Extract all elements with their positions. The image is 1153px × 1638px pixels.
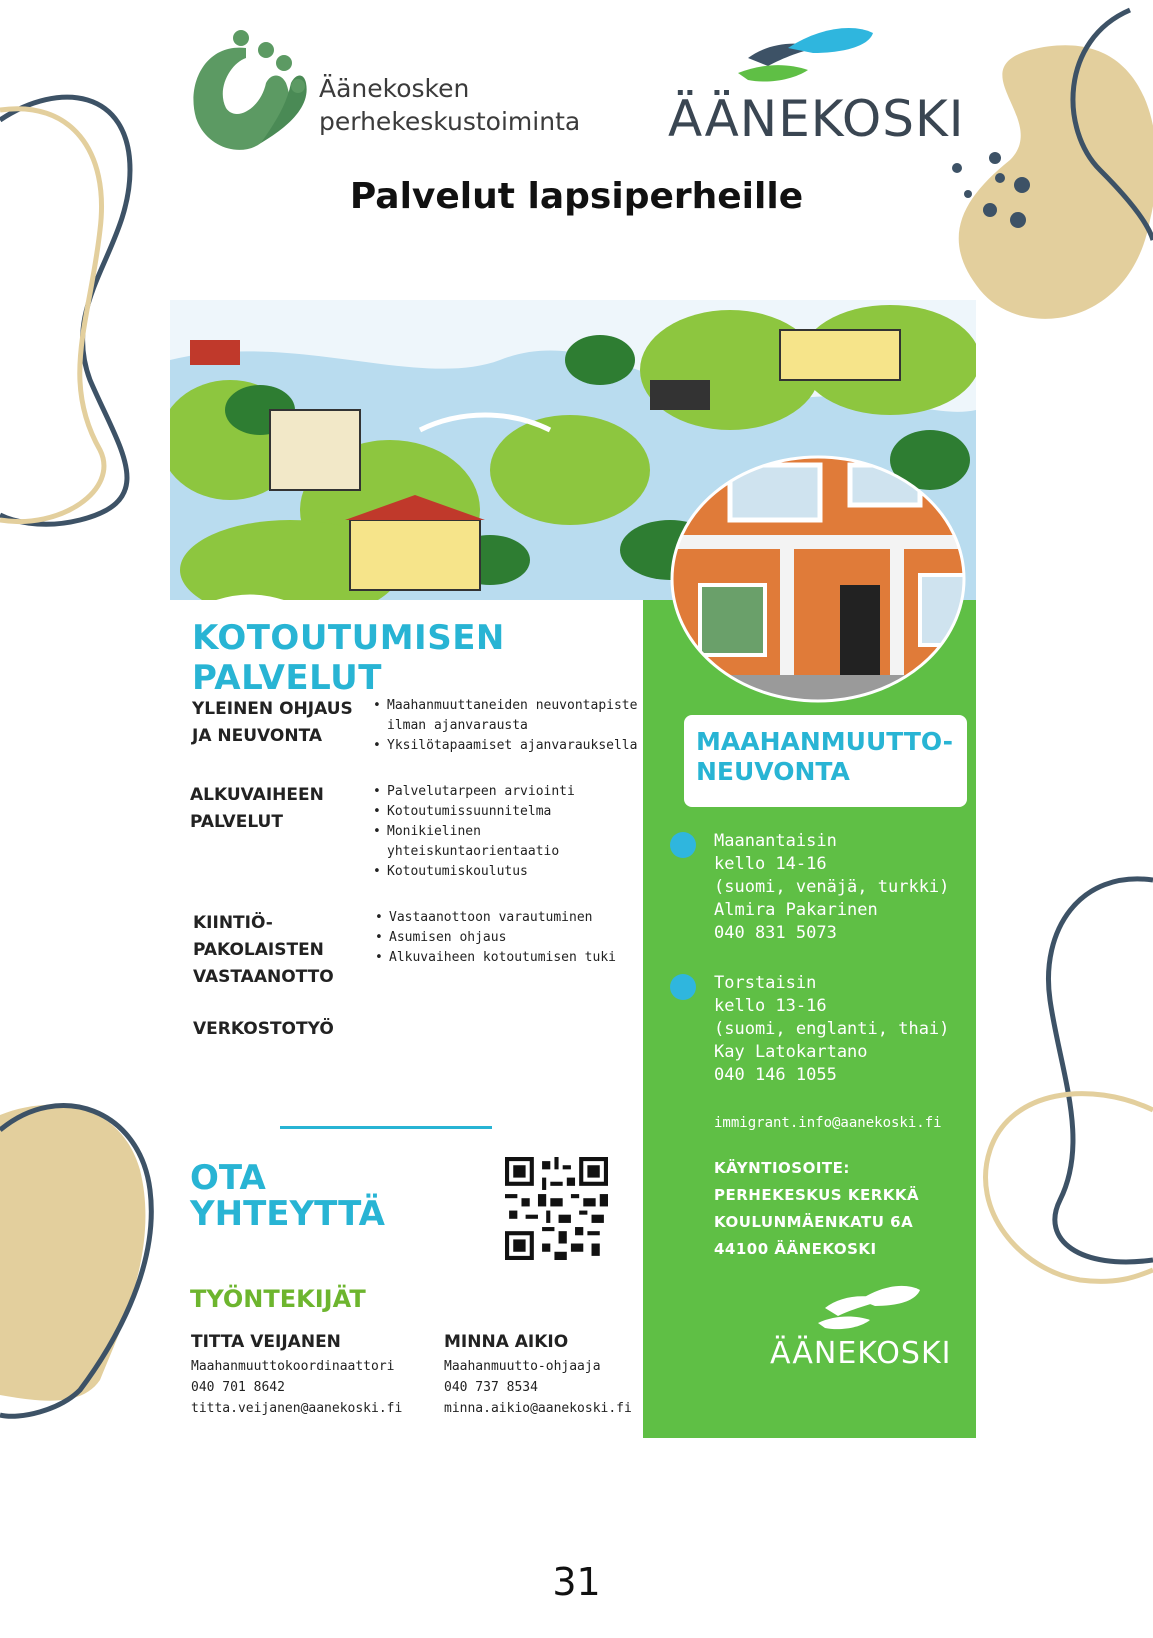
- logo-line-1: Äänekosken: [319, 74, 470, 103]
- employee-phone[interactable]: 040 701 8642: [191, 1380, 285, 1395]
- category-label-quota-refugees: [193, 910, 334, 991]
- employee-role: Maahanmuuttokoordinaattori: [191, 1359, 395, 1374]
- category-items-quota-refugees: [375, 908, 643, 968]
- service-item: • Monikielinen yhteiskuntaorientaatio: [373, 822, 613, 862]
- logo-line-2: perhekeskustoiminta: [319, 107, 581, 136]
- qr-code[interactable]: [505, 1157, 608, 1260]
- employee-email[interactable]: minna.aikio@aanekoski.fi: [444, 1401, 632, 1416]
- service-item: • Maahanmuuttaneiden neuvontapiste ilman ajanvarausta: [373, 696, 643, 736]
- aanekoski-swoosh-white-icon: [770, 1278, 960, 1333]
- schedule-line: (suomi, venäjä, turkki): [714, 877, 950, 897]
- address-line: KÄYNTIOSOITE:: [714, 1159, 850, 1177]
- advice-heading-line-1: MAAHANMUUTTO-: [696, 727, 954, 756]
- advice-heading-line-2: NEUVONTA: [696, 757, 850, 786]
- address-line: PERHEKESKUS KERKKÄ: [714, 1186, 920, 1204]
- employee-details: [444, 1356, 632, 1419]
- contact-heading-line-1: OTA: [190, 1158, 266, 1198]
- service-item: • Palvelutarpeen arviointi: [373, 782, 613, 802]
- schedule-phone[interactable]: 040 146 1055: [714, 1065, 837, 1085]
- category-label-initial-services: [190, 782, 324, 836]
- contact-heading: [190, 1160, 385, 1232]
- schedule-line: kello 13-16: [714, 996, 827, 1016]
- page-number: 31: [552, 1560, 601, 1604]
- category-items-initial-services: [373, 782, 613, 882]
- schedule-line: kello 14-16: [714, 854, 827, 874]
- family-logo-icon: [186, 28, 316, 163]
- category-label-line: PALVELUT: [190, 812, 283, 832]
- employee-role: Maahanmuutto-ohjaaja: [444, 1359, 601, 1374]
- contact-email[interactable]: immigrant.info@aanekoski.fi: [714, 1115, 942, 1131]
- services-heading-line-1: KOTOUTUMISEN: [192, 618, 505, 658]
- employee-email[interactable]: titta.veijanen@aanekoski.fi: [191, 1401, 403, 1416]
- aanekoski-logo: [668, 18, 965, 148]
- category-label-line: VERKOSTOTYÖ: [193, 1019, 334, 1039]
- service-item: • Asumisen ohjaus: [375, 928, 643, 948]
- perhekeskus-logo-text: [319, 72, 580, 138]
- immigration-services-poster: [170, 300, 976, 1438]
- contact-heading-line-2: YHTEYTTÄ: [190, 1194, 385, 1234]
- visiting-address: [714, 1155, 919, 1263]
- section-divider: [280, 1126, 492, 1129]
- address-line: 44100 ÄÄNEKOSKI: [714, 1240, 877, 1258]
- perhekeskus-logo: [186, 28, 581, 168]
- services-heading-line-2: PALVELUT: [192, 658, 382, 698]
- schedule-thursday: [714, 972, 949, 1087]
- category-label-line: VASTAANOTTO: [193, 967, 334, 987]
- service-item: • Vastaanottoon varautuminen: [375, 908, 643, 928]
- category-label-line: JA NEUVONTA: [192, 726, 323, 746]
- immigration-advice-heading: [696, 727, 953, 787]
- employee-name: TITTA VEIJANEN: [191, 1332, 341, 1352]
- category-label-line: PAKOLAISTEN: [193, 940, 324, 960]
- aanekoski-footer-logo: [770, 1278, 960, 1388]
- schedule-phone[interactable]: 040 831 5073: [714, 923, 837, 943]
- aanekoski-logo-text: ÄÄNEKOSKI: [668, 90, 965, 148]
- address-line: KOULUNMÄENKATU 6A: [714, 1213, 914, 1231]
- page-title: Palvelut lapsiperheille: [349, 176, 804, 217]
- category-label-line: KIINTIÖ-: [193, 913, 273, 933]
- category-label-line: ALKUVAIHEEN: [190, 785, 324, 805]
- schedule-line: Kay Latokartano: [714, 1042, 868, 1062]
- employees-heading: TYÖNTEKIJÄT: [190, 1285, 366, 1313]
- service-item: • Kotoutumiskoulutus: [373, 862, 613, 882]
- services-heading: [192, 618, 505, 698]
- category-items-general-guidance: [373, 696, 643, 756]
- employee-name: MINNA AIKIO: [444, 1332, 569, 1352]
- category-label-general-guidance: [192, 696, 353, 750]
- schedule-line: Almira Pakarinen: [714, 900, 878, 920]
- schedule-monday: [714, 830, 949, 945]
- employee-phone[interactable]: 040 737 8534: [444, 1380, 538, 1395]
- office-building-photo: [670, 455, 966, 703]
- schedule-bullet-icon: [670, 974, 696, 1000]
- schedule-bullet-icon: [670, 832, 696, 858]
- schedule-line: Maanantaisin: [714, 831, 837, 851]
- immigration-advice-label-box: [684, 715, 967, 807]
- employee-details: [191, 1356, 402, 1419]
- service-item: • Kotoutumissuunnitelma: [373, 802, 613, 822]
- service-item: • Alkuvaiheen kotoutumisen tuki: [375, 948, 643, 968]
- footer-logo-text: ÄÄNEKOSKI: [770, 1336, 952, 1371]
- category-label-line: YLEINEN OHJAUS: [192, 699, 353, 719]
- schedule-line: (suomi, englanti, thai): [714, 1019, 950, 1039]
- category-label-networking: [193, 1016, 334, 1043]
- aanekoski-swoosh-icon: [668, 18, 908, 88]
- schedule-line: Torstaisin: [714, 973, 817, 993]
- service-item: • Yksilötapaamiset ajanvarauksella: [373, 736, 643, 756]
